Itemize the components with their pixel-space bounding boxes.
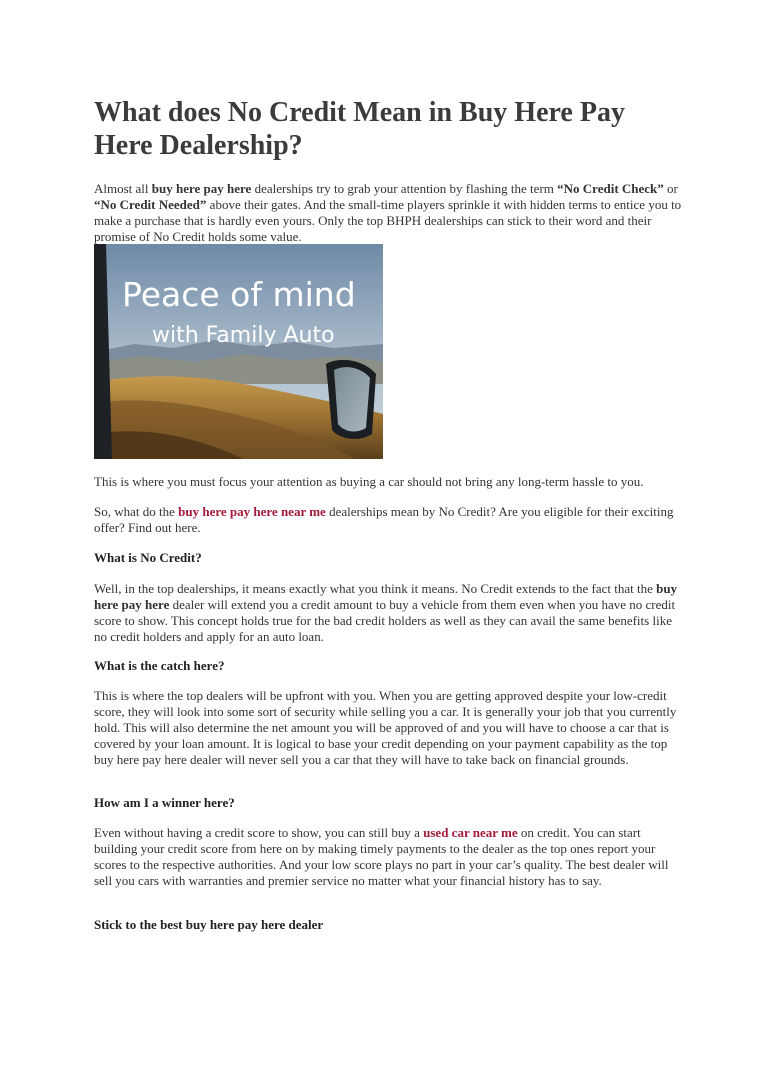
section-catch-body: This is where the top dealers will be upfront with you. When you are getting approved despite your low-credit score, they will look into some sort of security while selling you a car. It is generally your job that you currently hold. This will also determine the net amount you will be approved of and you will have to choose a car that is covered by your loan amount. It is logical to base your credit depending on your payment capability as the top buy here pay here dealer will never sell you a car that they will have to take back on financial grounds.	[94, 688, 677, 767]
hero-image	[94, 244, 383, 459]
intro-text: or	[663, 181, 678, 196]
page-title: What does No Credit Mean in Buy Here Pay Here Dealership?	[94, 97, 625, 161]
section-heading-no-credit: What is No Credit?	[94, 550, 202, 565]
section-heading-catch: What is the catch here?	[94, 658, 225, 673]
so-text: dealerships mean by No Credit? Are you eligible for their exciting offer? Find out here.	[94, 504, 674, 535]
focus-paragraph: This is where you must focus your attention as buying a car should not bring any long-term hassle to you.	[94, 474, 644, 489]
hero-caption-line2: with Family Auto	[152, 323, 335, 348]
hero-image-graphic	[94, 244, 383, 459]
section3-text: Even without having a credit score to show, you can still buy a	[94, 825, 424, 840]
intro-text: dealerships try to grab your attention by flashing the term	[251, 181, 558, 196]
section3-text: on credit. You can start building your credit score from here on by making timely payments to the dealer as the top ones report your scores to the respective authorities. And your low score plays no part in your car’s quality. The best dealer will sell you cars with warranties and premier service no matter what your financial history has to say.	[94, 825, 669, 888]
intro-bold-no-credit-needed: “No Credit Needed”	[94, 197, 207, 212]
intro-bold-no-credit-check: “No Credit Check”	[557, 181, 664, 196]
section-no-credit-body	[94, 581, 684, 645]
intro-paragraph	[94, 181, 684, 245]
section-heading-best-dealer: Stick to the best buy here pay here dealer	[94, 917, 324, 932]
section1-bold-bhph: buy here pay here	[94, 581, 678, 612]
section-winner-body	[94, 825, 684, 889]
intro-text: above their gates. And the small-time players sprinkle it with hidden terms to entice you to make a purchase that is hardly even yours. Only the top BHPH dealerships can stick to their word and their promise of No Credit holds some value.	[94, 197, 682, 244]
so-paragraph	[94, 504, 684, 536]
intro-bold-bhph: buy here pay here	[151, 181, 252, 196]
link-buy-here-pay-here-near-me[interactable]: buy here pay here near me	[178, 504, 326, 519]
section-heading-winner: How am I a winner here?	[94, 795, 235, 810]
section1-text: Well, in the top dealerships, it means exactly what you think it means. No Credit extends to the fact that the	[94, 581, 657, 596]
section1-text: dealer will extend you a credit amount to buy a vehicle from them even when you have no credit score to show. This concept holds true for the bad credit holders as well as they can avail the same benefits like no credit holders and apply for an auto loan.	[94, 597, 676, 644]
hero-caption-line1: Peace of mind	[122, 275, 356, 314]
link-used-car-near-me[interactable]: used car near me	[423, 825, 518, 840]
so-text: So, what do the	[94, 504, 179, 519]
intro-text: Almost all	[94, 181, 152, 196]
